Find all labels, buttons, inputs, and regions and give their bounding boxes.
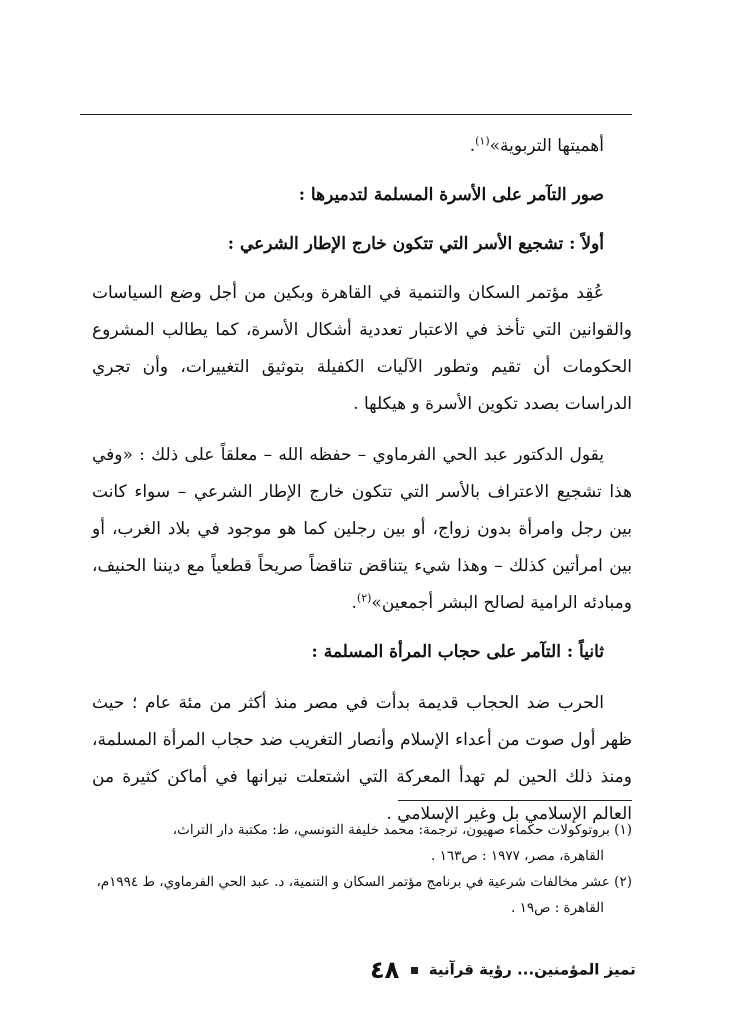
footnote-text: بروتوكولات حكماء صهيون، ترجمة: محمد خليفة التونسي، ط: مكتبة دار التراث،: [172, 822, 610, 838]
footnote-ref-2: (٢): [356, 591, 372, 605]
main-text: [92, 128, 632, 833]
footnote-1: [92, 817, 632, 869]
footnote-divider: [398, 800, 632, 801]
square-bullet-icon: [411, 967, 418, 974]
paragraph-quote: [92, 437, 632, 622]
footnote-ref-1: (١): [475, 134, 490, 148]
footnote-text-cont: القاهرة : ص١٩ .: [510, 900, 604, 916]
footnotes: [92, 817, 632, 921]
footnote-text-cont: القاهرة، مصر، ١٩٧٧ : ص١٦٣ .: [431, 848, 604, 864]
subsection-heading-first: أولاً : تشجيع الأسر التي تتكون خارج الإطار الشرعي :: [227, 234, 604, 254]
footnote-number: (٢): [614, 874, 632, 890]
paragraph-hijab: الحرب ضد الحجاب قديمة بدأت في مصر منذ أكثر من مئة عام ؛ حيث ظهر أول صوت من أعداء الإسلام وأنصار التغريب ضد حجاب المرأة المسلمة، ومنذ ذلك الحين لم تهدأ المعركة التي اشتعلت نيرانها في أماكن كثيرة من العالم الإسلامي بل وغير الإسلامي .: [92, 693, 632, 824]
footnote-number: (١): [614, 822, 632, 838]
paragraph-conference: عُقِد مؤتمر السكان والتنمية في القاهرة وبكين من أجل وضع السياسات والقوانين التي تأخذ في الاعتبار تعددية أشكال الأسرة، كما يطالب المشروع الحكومات أن تقيم وتطور الآليات الكفيلة بتوثيق التغييرات، وأن تجري الدراسات بصدد تكوين الأسرة و هيكلها .: [92, 283, 632, 414]
paragraph-end: .: [469, 136, 476, 156]
book-title: تميز المؤمنين... رؤية قرآنية: [428, 960, 636, 979]
subsection-heading-second: ثانياً : التآمر على حجاب المرأة المسلمة :: [311, 642, 604, 662]
footnote-text: عشر مخالفات شرعية في برنامج مؤتمر السكان و التنمية، د. عبد الحي الفرماوي، ط ١٩٩٤م،: [96, 874, 610, 890]
paragraph-text: أهميتها التربوية»: [489, 136, 604, 156]
top-divider: [80, 114, 632, 115]
paragraph-continuation: [92, 128, 632, 165]
quote-text: يقول الدكتور عبد الحي الفرماوي – حفظه الله – معلقاً على ذلك : «وفي هذا تشجيع الاعتراف بالأسر التي تتكون خارج الإطار الشرعي – سواء كانت بين رجل وامرأة بدون زواج، أو بين رجلين كما هو موجود في بلاد الغرب، أو بين امرأتين كذلك – وهذا شيء يتناقض تناقضاً صريحاً قطعياً مع ديننا الحنيف، ومبادئه الرامية لصالح البشر أجمعين»: [92, 445, 632, 613]
page-footer: [370, 956, 670, 984]
footnote-2: [92, 869, 632, 921]
section-heading: صور التآمر على الأسرة المسلمة لتدميرها :: [298, 185, 604, 205]
paragraph-end: .: [351, 593, 357, 613]
page-number: ٤٨: [370, 956, 400, 984]
